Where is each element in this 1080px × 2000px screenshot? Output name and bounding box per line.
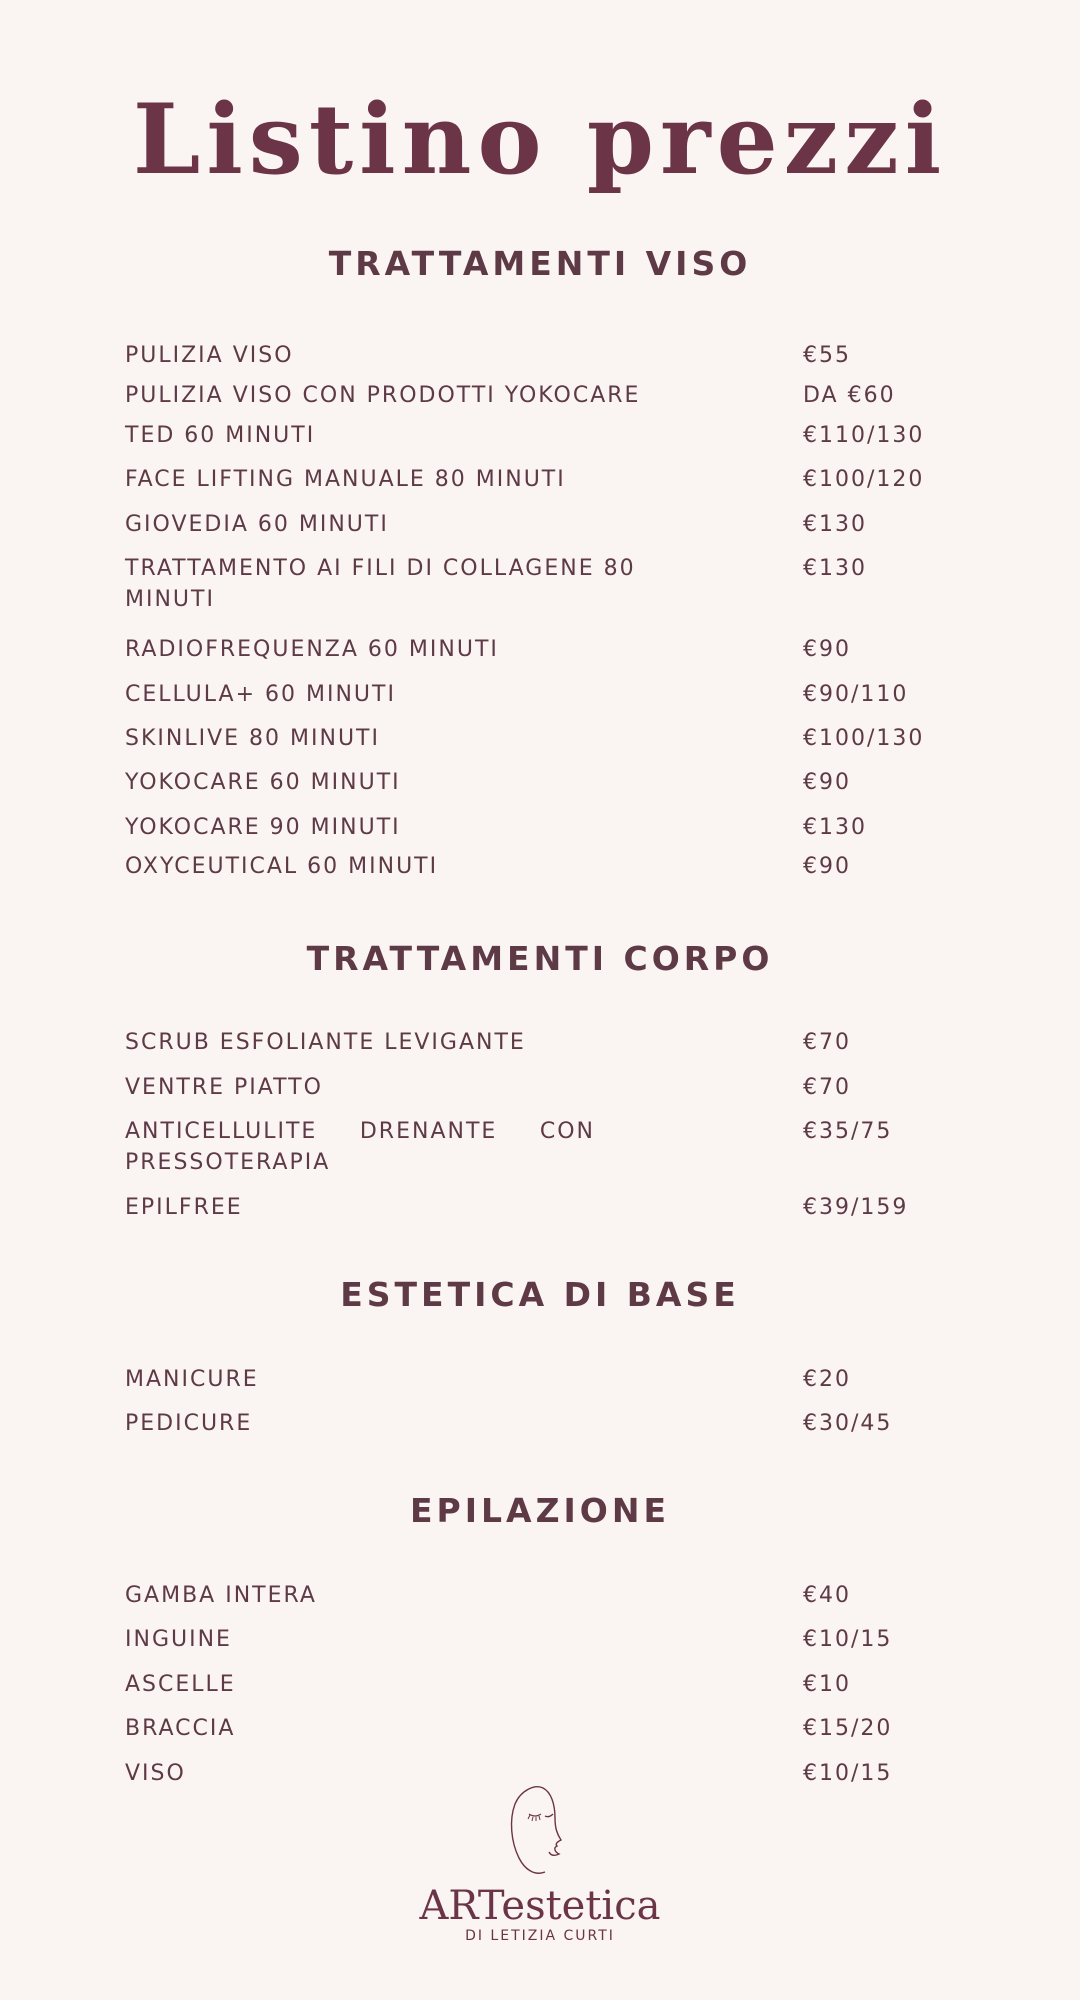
face-line-art-icon <box>505 1780 575 1880</box>
section-heading-epilazione: EPILAZIONE <box>410 1491 670 1530</box>
treatment-name: ASCELLE <box>125 1672 236 1697</box>
treatment-name: GAMBA INTERA <box>125 1583 317 1608</box>
treatment-name: YOKOCARE 90 MINUTI <box>125 815 401 840</box>
treatment-name: OXYCEUTICAL 60 MINUTI <box>125 854 439 879</box>
treatment-price: €100/130 <box>803 726 925 751</box>
brand-logo <box>0 1780 1080 1944</box>
treatment-name: SKINLIVE 80 MINUTI <box>125 726 380 751</box>
treatment-price: €100/120 <box>803 467 925 492</box>
section-heading-base: ESTETICA DI BASE <box>340 1275 740 1314</box>
brand-name: ARTestetica <box>419 1883 661 1929</box>
treatment-name: EPILFREE <box>125 1195 243 1220</box>
treatment-name: INGUINE <box>125 1627 232 1652</box>
treatment-name: VENTRE PIATTO <box>125 1075 323 1100</box>
treatment-name: ANTICELLULITE DRENANTE CON PRESSOTERAPIA <box>125 1119 595 1175</box>
treatment-price: €15/20 <box>803 1716 893 1741</box>
treatment-price: €40 <box>803 1583 851 1608</box>
treatment-price: €130 <box>803 512 867 537</box>
treatment-price: €90 <box>803 854 851 879</box>
treatment-price: €90 <box>803 770 851 795</box>
treatment-name: PULIZIA VISO CON PRODOTTI YOKOCARE <box>125 383 641 408</box>
treatment-name: BRACCIA <box>125 1716 236 1741</box>
treatment-price: €20 <box>803 1367 851 1392</box>
treatment-price: €55 <box>803 343 851 368</box>
treatment-name: FACE LIFTING MANUALE 80 MINUTI <box>125 467 566 492</box>
treatment-price: €10 <box>803 1672 851 1697</box>
section-heading-viso: TRATTAMENTI VISO <box>328 244 752 283</box>
page-title: Listino prezzi <box>132 83 948 196</box>
treatment-price: €39/159 <box>803 1195 909 1220</box>
treatment-name: YOKOCARE 60 MINUTI <box>125 770 401 795</box>
treatment-price: €35/75 <box>803 1119 893 1144</box>
treatment-name: RADIOFREQUENZA 60 MINUTI <box>125 637 499 662</box>
treatment-price: €90/110 <box>803 682 909 707</box>
brand-tagline: DI LETIZIA CURTI <box>465 1928 615 1944</box>
treatment-name: PEDICURE <box>125 1411 253 1436</box>
section-heading-corpo: TRATTAMENTI CORPO <box>306 939 774 978</box>
treatment-name: CELLULA+ 60 MINUTI <box>125 682 396 707</box>
treatment-name: VISO <box>125 1761 186 1786</box>
treatment-name: GIOVEDIA 60 MINUTI <box>125 512 389 537</box>
treatment-price: DA €60 <box>803 383 896 408</box>
treatment-price: €90 <box>803 637 851 662</box>
treatment-name: TRATTAMENTO AI FILI DI COLLAGENE 80 MINUTI <box>125 556 636 612</box>
treatment-name: MANICURE <box>125 1367 259 1392</box>
treatment-price: €10/15 <box>803 1761 893 1786</box>
treatment-price: €130 <box>803 556 867 581</box>
treatment-name: SCRUB ESFOLIANTE LEVIGANTE <box>125 1030 526 1055</box>
treatment-price: €110/130 <box>803 423 925 448</box>
treatment-name: TED 60 MINUTI <box>125 423 316 448</box>
treatment-price: €70 <box>803 1030 851 1055</box>
treatment-price: €70 <box>803 1075 851 1100</box>
treatment-name: PULIZIA VISO <box>125 343 294 368</box>
treatment-price: €10/15 <box>803 1627 893 1652</box>
treatment-price: €130 <box>803 815 867 840</box>
treatment-price: €30/45 <box>803 1411 893 1436</box>
